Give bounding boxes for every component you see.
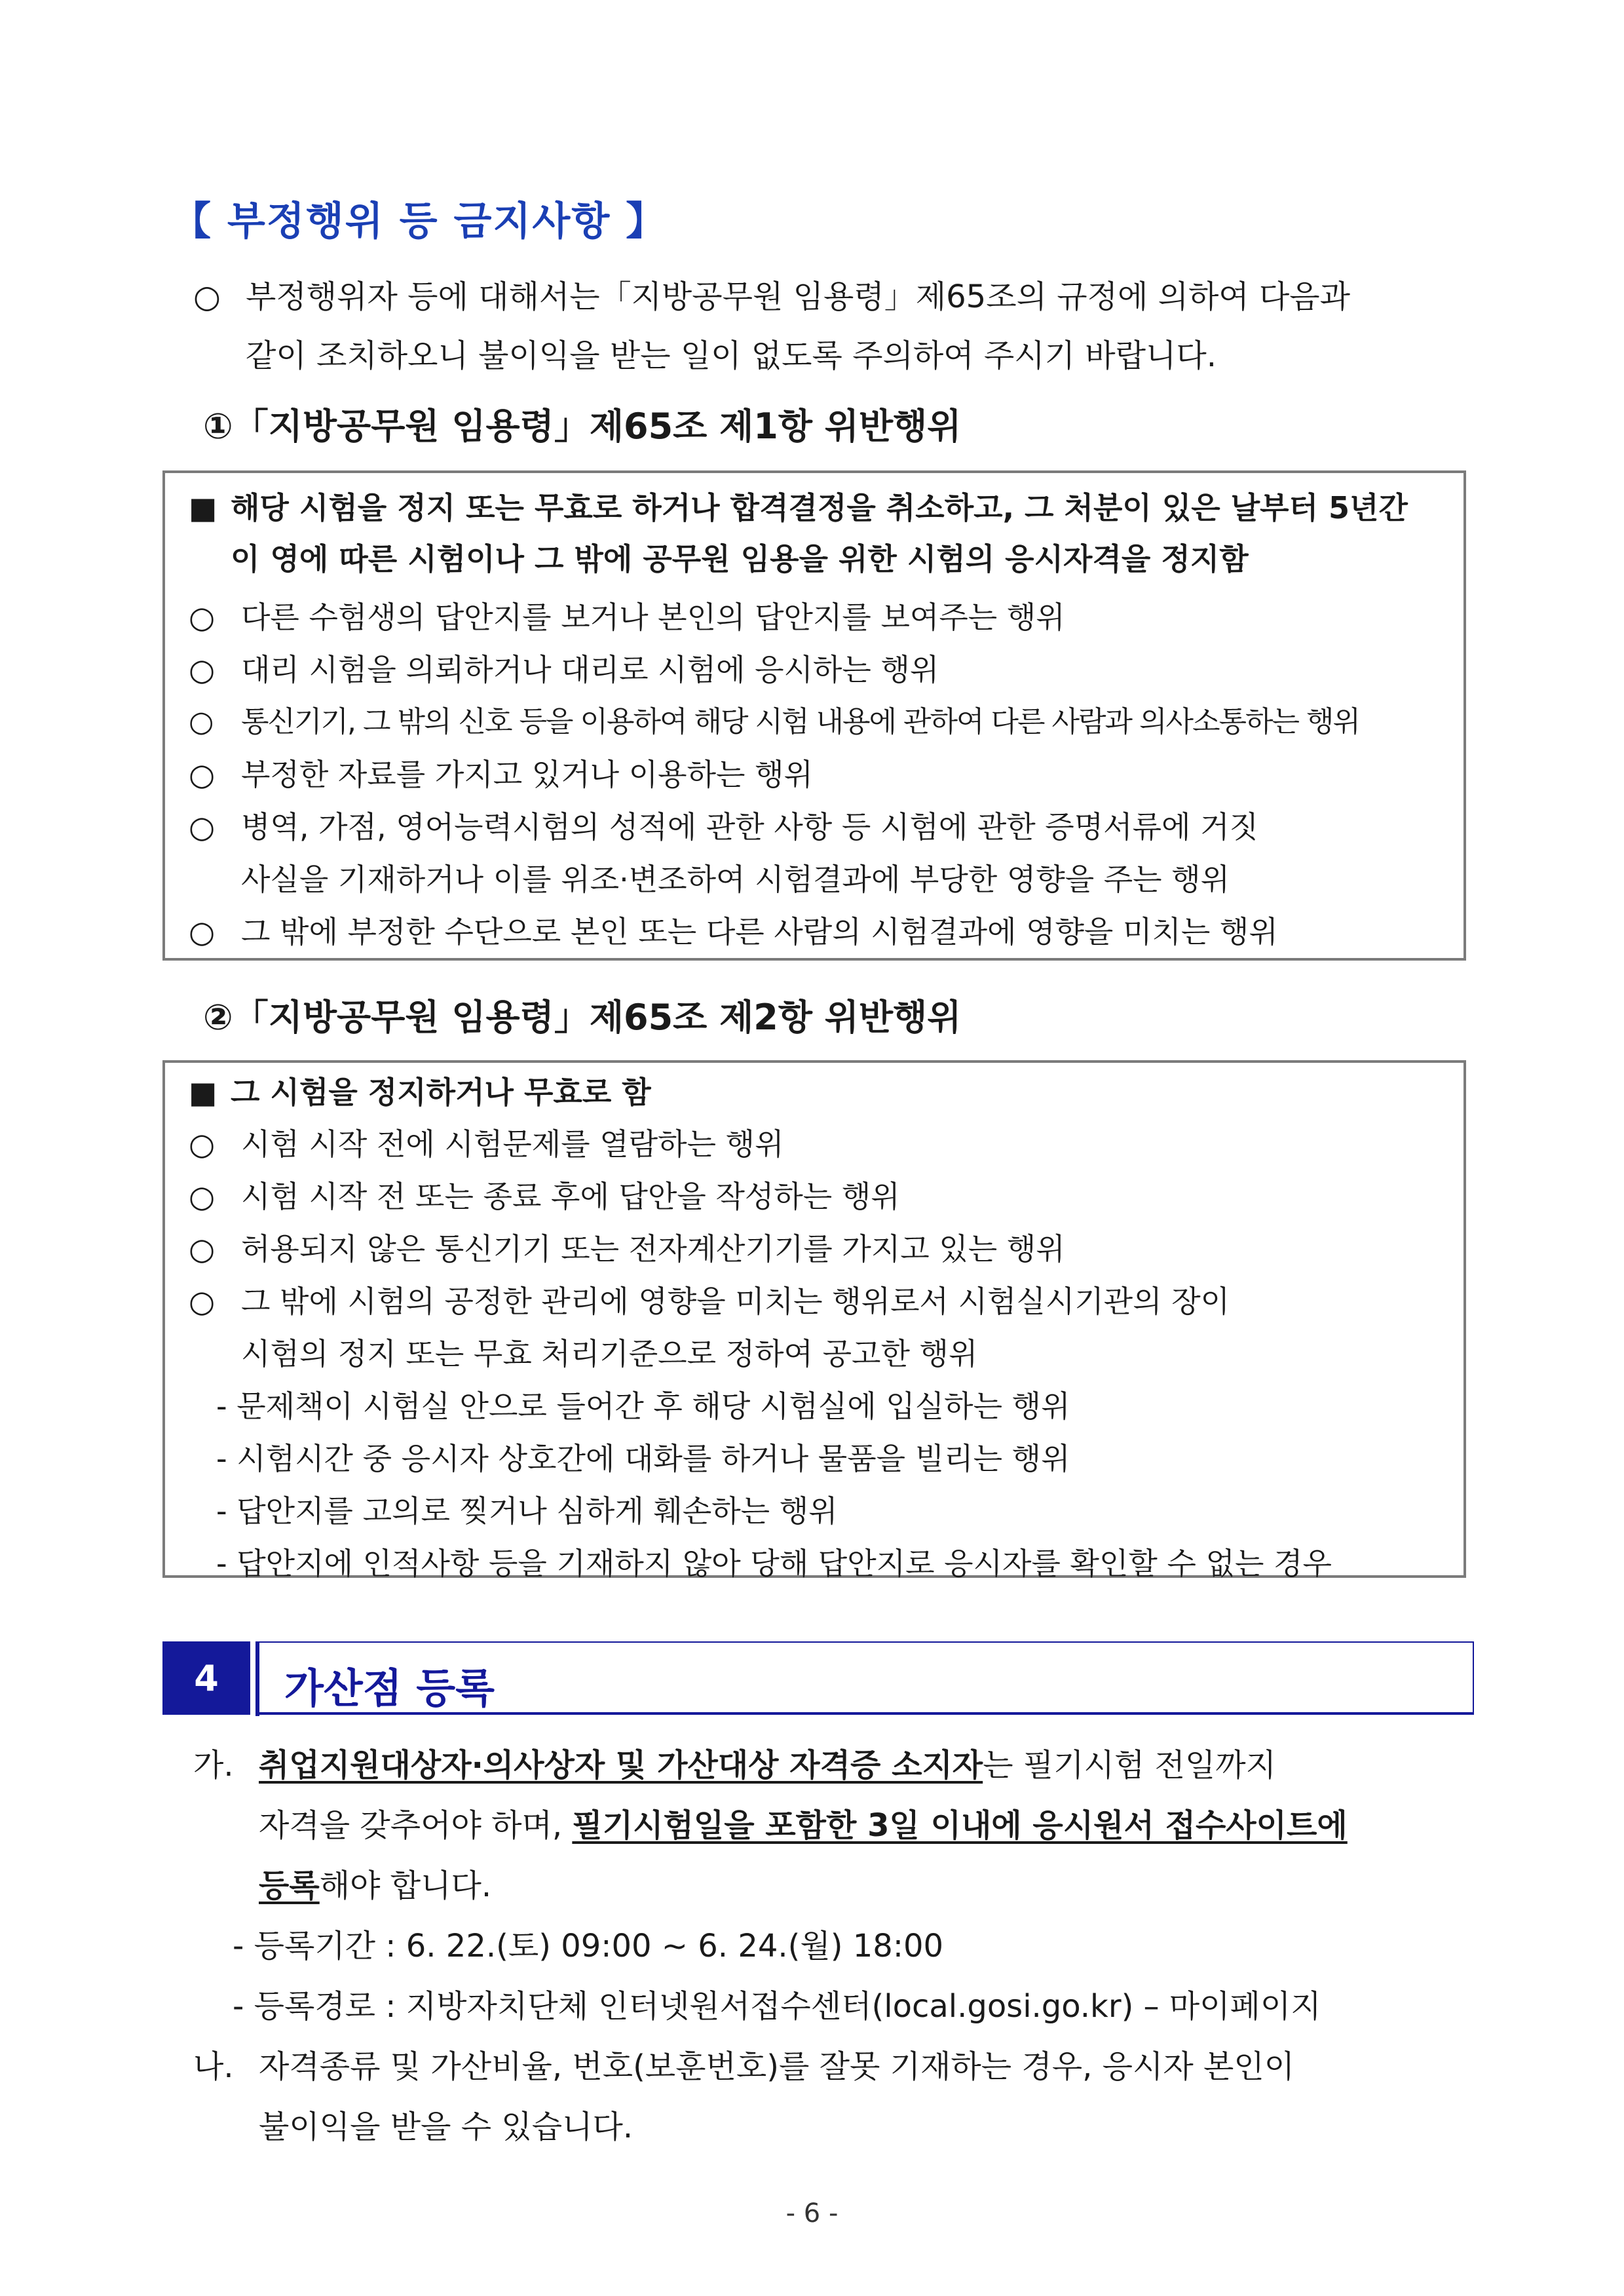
list-item-continuation: 시험의 정지 또는 무효 처리기준으로 정하여 공고한 행위 xyxy=(241,1336,978,1371)
heading-divider xyxy=(255,1643,259,1716)
registration-paragraph xyxy=(193,1735,1477,2157)
section-number-badge: 4 xyxy=(162,1641,250,1715)
section-title: 【 부정행위 등 금지사항 】 xyxy=(172,199,667,244)
circle-bullet: ○ xyxy=(193,278,221,315)
list-item: ○ 통신기기, 그 밖의 신호 등을 이용하여 해당 시험 내용에 관하여 다른 사람과 의사소통하는 행위 xyxy=(189,705,1359,738)
list-item: ○ 시험 시작 전 또는 종료 후에 답안을 작성하는 행위 xyxy=(189,1179,900,1214)
registration-period: - 등록기간 : 6. 22.(토) 09:00 ~ 6. 24.(월) 18:00 xyxy=(233,1928,944,1964)
registration-route: - 등록경로 : 지방자치단체 인터넷원서접수센터(local.gosi.go.kr) – 마이페이지 xyxy=(233,1988,1321,2025)
box2-lead: 그 시험을 정지하거나 무효로 함 xyxy=(231,1075,651,1110)
list-item: ○ 허용되지 않은 통신기기 또는 전자계산기기를 가지고 있는 행위 xyxy=(189,1231,1065,1267)
section-heading-bar xyxy=(255,1641,1474,1715)
list-item: ○ 그 밖에 부정한 수단으로 본인 또는 다른 사람의 시험결과에 영향을 미치는 행위 xyxy=(189,914,1278,949)
subsection-title-1: ①「지방공무원 임용령」제65조 제1항 위반행위 xyxy=(203,406,962,447)
square-bullet: ■ xyxy=(189,1075,217,1110)
ga-bold-1: 취업지원대상자·의사상자 및 가산대상 자격증 소지자 xyxy=(259,1747,983,1784)
dash-item: - 답안지를 고의로 찢거나 심하게 훼손하는 행위 xyxy=(216,1493,838,1529)
box1-lead-line-1: 해당 시험을 정지 또는 무효로 하거나 합격결정을 취소하고, 그 처분이 있은 날부터 5년간 xyxy=(231,490,1408,526)
violation-box-2 xyxy=(162,1060,1466,1581)
list-item: ○ 그 밖에 시험의 공정한 관리에 영향을 미치는 행위로서 시험실시기관의 장이 xyxy=(189,1284,1230,1319)
box1-lead-line-2: 이 영에 따른 시험이나 그 밖에 공무원 임용을 위한 시험의 응시자격을 정지함 xyxy=(231,541,1249,577)
subsection-title-2: ②「지방공무원 임용령」제65조 제2항 위반행위 xyxy=(203,997,962,1038)
square-bullet: ■ xyxy=(189,490,217,526)
list-item: ○ 시험 시작 전에 시험문제를 열람하는 행위 xyxy=(189,1126,784,1162)
na-text-1: 자격종류 및 가산비율, 번호(보훈번호)를 잘못 기재하는 경우, 응시자 본인이 xyxy=(259,2048,1295,2085)
dash-item: - 시험시간 중 응시자 상호간에 대화를 하거나 물품을 빌리는 행위 xyxy=(216,1441,1070,1476)
list-item: ○ 대리 시험을 의뢰하거나 대리로 시험에 응시하는 행위 xyxy=(189,652,939,687)
ga-text-3: 해야 합니다. xyxy=(319,1867,492,1904)
violation-box-1 xyxy=(162,470,1466,961)
dash-item: - 문제책이 시험실 안으로 들어간 후 해당 시험실에 입실하는 행위 xyxy=(216,1388,1070,1424)
item-marker-ga: 가. xyxy=(193,1747,234,1784)
na-text-2: 불이익을 받을 수 있습니다. xyxy=(259,2109,633,2145)
list-item: ○ 다른 수험생의 답안지를 보거나 본인의 답안지를 보여주는 행위 xyxy=(189,600,1065,635)
list-item-continuation: 사실을 기재하거나 이를 위조·변조하여 시험결과에 부당한 영향을 주는 행위 xyxy=(241,862,1230,897)
ga-bold-2: 필기시험일을 포함한 3일 이내에 응시원서 접수사이트에 xyxy=(572,1807,1348,1844)
intro-paragraph xyxy=(193,267,1477,385)
item-marker-na: 나. xyxy=(193,2048,234,2085)
ga-bold-3: 등록 xyxy=(259,1867,320,1904)
intro-line-2: 같이 조치하오니 불이익을 받는 일이 없도록 주의하여 주시기 바랍니다. xyxy=(246,337,1217,374)
ga-text-2: 자격을 갖추어야 하며, xyxy=(259,1807,563,1844)
list-item: ○ 병역, 가점, 영어능력시험의 성적에 관한 사항 등 시험에 관한 증명서류에 거짓 xyxy=(189,809,1258,845)
dash-item: - 답안지에 인적사항 등을 기재하지 않아 당해 답안지로 응시자를 확인할 수 없는 경우 xyxy=(216,1546,1332,1581)
intro-line-1: 부정행위자 등에 대해서는「지방공무원 임용령」제65조의 규정에 의하여 다음과 xyxy=(246,278,1351,315)
ga-text-1: 는 필기시험 전일까지 xyxy=(983,1747,1277,1784)
page-number: - 6 - xyxy=(785,2198,839,2229)
list-item: ○ 부정한 자료를 가지고 있거나 이용하는 행위 xyxy=(189,757,813,792)
section-heading: 가산점 등록 xyxy=(284,1664,495,1712)
